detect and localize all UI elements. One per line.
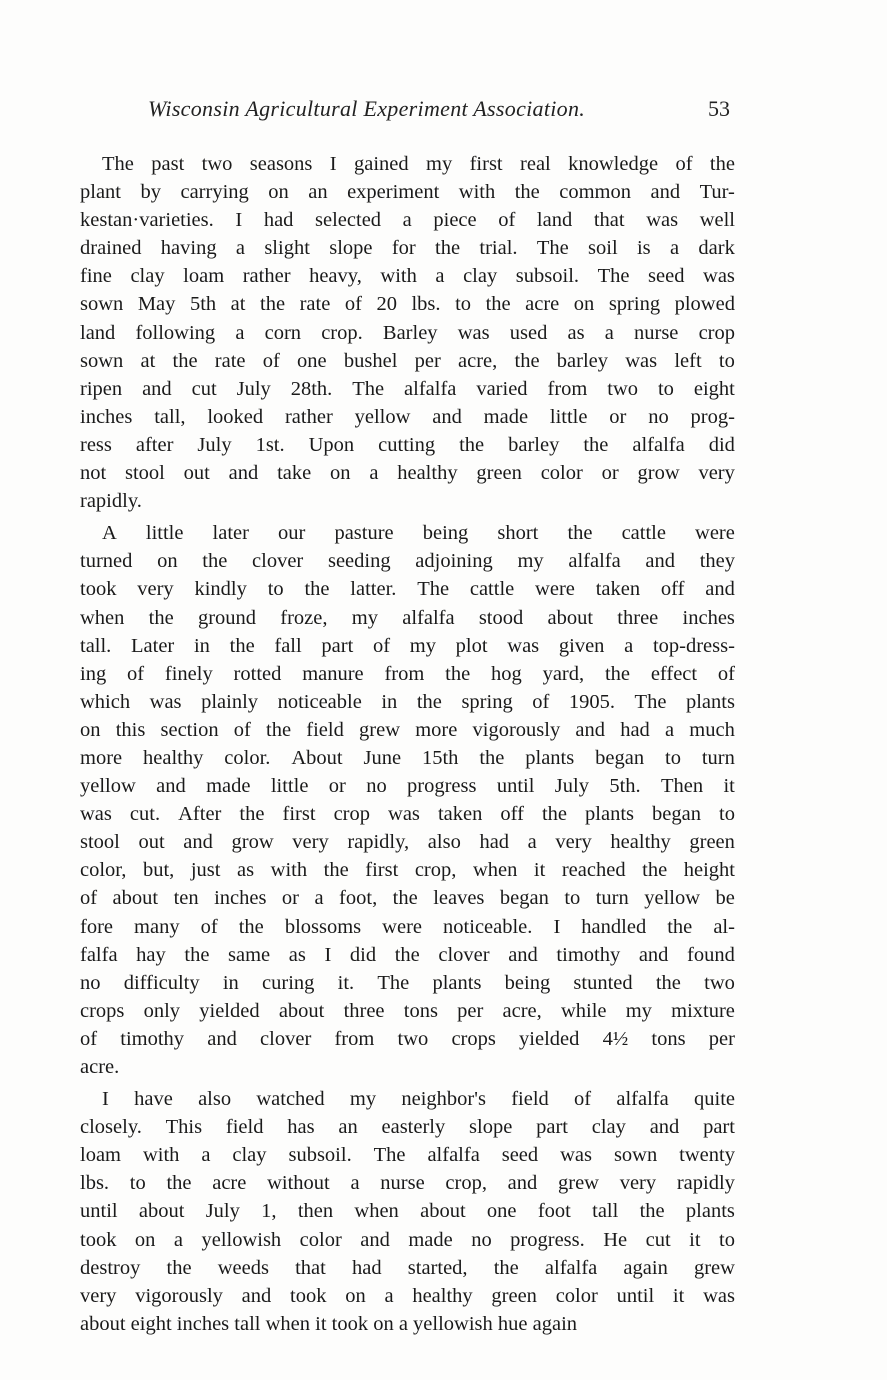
text-line: ripen and cut July 28th. The alfalfa varied from two to eight bbox=[80, 377, 735, 400]
text-line: A little later our pasture being short the cattle were bbox=[102, 522, 735, 545]
text-line: about eight inches tall when it took on a yellowish hue again bbox=[80, 1312, 578, 1335]
text-line: falfa hay the same as I did the clover and timothy and found bbox=[80, 943, 735, 966]
text-line: kestan·varieties. I had selected a piece of land that was well bbox=[80, 209, 735, 232]
text-line: rapidly. bbox=[80, 490, 142, 513]
text-line: inches tall, looked rather yellow and made little or no prog- bbox=[80, 405, 735, 428]
text-line: fine clay loam rather heavy, with a clay subsoil. The seed was bbox=[80, 265, 735, 288]
text-line: no difficulty in curing it. The plants being stunted the two bbox=[80, 971, 735, 994]
text-line: turned on the clover seeding adjoining my alfalfa and they bbox=[80, 550, 735, 573]
text-line: sown at the rate of one bushel per acre, the barley was left to bbox=[80, 349, 735, 372]
text-line: lbs. to the acre without a nurse crop, and grew very rapidly bbox=[80, 1172, 735, 1195]
text-line: I have also watched my neighbor's field of alfalfa quite bbox=[102, 1088, 735, 1111]
paragraph bbox=[80, 150, 735, 515]
text-line: crops only yielded about three tons per acre, while my mixture bbox=[80, 999, 735, 1022]
text-line: of timothy and clover from two crops yielded 4½ tons per bbox=[80, 1027, 735, 1050]
text-line: which was plainly noticeable in the spring of 1905. The plants bbox=[80, 690, 735, 713]
text-line: land following a corn crop. Barley was used as a nurse crop bbox=[80, 321, 735, 344]
text-line: The past two seasons I gained my first real knowledge of the bbox=[102, 153, 735, 175]
text-line: stool out and grow very rapidly, also had a very healthy green bbox=[80, 831, 735, 854]
text-line: color, but, just as with the first crop, when it reached the height bbox=[80, 859, 735, 882]
text-line: on this section of the field grew more vigorously and had a much bbox=[80, 718, 735, 741]
text-line: when the ground froze, my alfalfa stood about three inches bbox=[80, 606, 735, 629]
text-line: destroy the weeds that had started, the alfalfa again grew bbox=[80, 1256, 735, 1279]
text-line: very vigorously and took on a healthy green color until it was bbox=[80, 1284, 735, 1307]
text-line: closely. This field has an easterly slope part clay and part bbox=[80, 1116, 735, 1139]
text-line: more healthy color. About June 15th the plants began to turn bbox=[80, 746, 735, 769]
text-line: acre. bbox=[80, 1056, 120, 1078]
text-line: tall. Later in the fall part of my plot was given a top-dress- bbox=[80, 634, 735, 657]
body-text bbox=[80, 150, 735, 1342]
text-line: plant by carrying on an experiment with the common and Tur- bbox=[80, 181, 735, 204]
text-line: took very kindly to the latter. The cattle were taken off and bbox=[80, 578, 735, 601]
running-title: Wisconsin Agricultural Experiment Association. bbox=[148, 96, 586, 121]
text-line: drained having a slight slope for the trial. The soil is a dark bbox=[80, 237, 735, 260]
text-line: was cut. After the first crop was taken off the plants began to bbox=[80, 803, 735, 826]
page-number: 53 bbox=[708, 96, 730, 121]
text-line: fore many of the blossoms were noticeable. I handled the al- bbox=[80, 915, 735, 938]
paragraph bbox=[80, 519, 735, 1081]
text-line: until about July 1, then when about one foot tall the plants bbox=[80, 1200, 735, 1223]
text-line: sown May 5th at the rate of 20 lbs. to the acre on spring plowed bbox=[80, 293, 735, 316]
text-line: ress after July 1st. Upon cutting the barley the alfalfa did bbox=[80, 433, 735, 456]
text-line: ing of finely rotted manure from the hog yard, the effect of bbox=[80, 662, 735, 685]
text-line: took on a yellowish color and made no progress. He cut it to bbox=[80, 1228, 735, 1251]
text-line: of about ten inches or a foot, the leaves began to turn yellow be bbox=[80, 887, 735, 910]
paragraph bbox=[80, 1085, 735, 1338]
text-line: loam with a clay subsoil. The alfalfa seed was sown twenty bbox=[80, 1144, 735, 1167]
running-head bbox=[148, 96, 730, 130]
text-line: yellow and made little or no progress until July 5th. Then it bbox=[80, 775, 735, 798]
text-line: not stool out and take on a healthy green color or grow very bbox=[80, 462, 735, 485]
